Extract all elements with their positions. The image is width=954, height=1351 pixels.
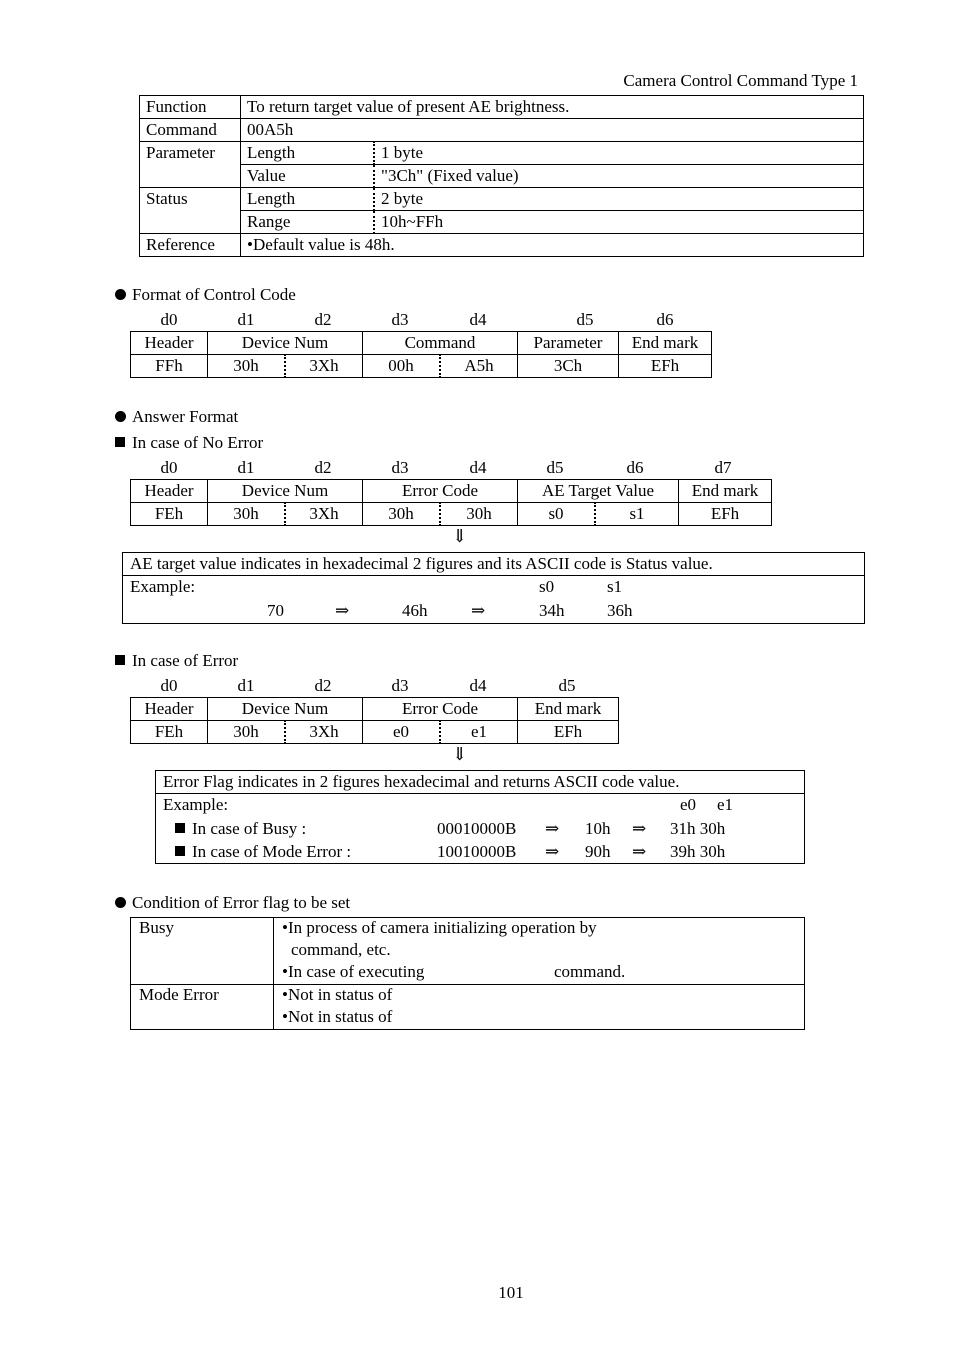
- value-cell: 3Xh: [285, 721, 363, 744]
- col-label: d6: [626, 458, 644, 477]
- ae-note-text: AE target value indicates in hexadecimal 2 figures and its ASCII code is Status value.: [123, 553, 864, 576]
- error-code-cell: Error Code: [363, 480, 518, 503]
- col-label: d4: [469, 310, 487, 329]
- end-mark-cell: End mark: [679, 480, 772, 503]
- example-ascii-b: 36h: [607, 601, 633, 620]
- no-error-heading: In case of No Error: [115, 433, 263, 453]
- value-cell: EFh: [679, 503, 772, 526]
- value-cell: 30h: [440, 503, 518, 526]
- function-value: To return target value of present AE brightness.: [241, 96, 864, 119]
- square-bullet-icon: [175, 823, 185, 833]
- error-heading: In case of Error: [115, 651, 238, 671]
- command-label: Command: [140, 119, 241, 142]
- value-cell: s0: [518, 503, 596, 526]
- command-spec-table: [139, 95, 864, 257]
- mode-error-binary: 10010000B: [437, 842, 517, 861]
- square-bullet-icon: [175, 846, 185, 856]
- bullet-icon: [115, 411, 126, 422]
- ae-target-cell: AE Target Value: [518, 480, 679, 503]
- mode-error-condition-label: Mode Error: [139, 985, 219, 1004]
- col-label: d4: [469, 676, 487, 695]
- error-code-cell: Error Code: [363, 698, 518, 721]
- value-cell: 30h: [208, 503, 286, 526]
- page-number: 101: [498, 1283, 524, 1302]
- busy-binary: 00010000B: [437, 819, 517, 838]
- col-label: d5: [558, 676, 576, 695]
- mode-error-hex: 90h: [585, 842, 611, 861]
- column-divider: [273, 918, 274, 1029]
- mode-error-condition-line: •Not in status of: [282, 1007, 393, 1026]
- running-header: Camera Control Command Type 1: [623, 71, 858, 90]
- header-cell: Header: [131, 480, 208, 503]
- value-cell: FFh: [131, 355, 208, 378]
- col-label: d1: [237, 458, 255, 477]
- col-label: d6: [656, 310, 674, 329]
- col-label: d2: [314, 310, 332, 329]
- busy-condition-line: command.: [554, 962, 626, 981]
- end-mark-cell: End mark: [518, 698, 619, 721]
- bullet-icon: [115, 897, 126, 908]
- status-label: Status: [140, 188, 241, 234]
- col-label: d1: [237, 676, 255, 695]
- value-cell: e1: [440, 721, 518, 744]
- status-range-label: Range: [241, 211, 375, 234]
- example-s0: s0: [539, 577, 555, 596]
- busy-example-label: In case of Busy :: [175, 819, 306, 839]
- param-value-label: Value: [241, 165, 375, 188]
- value-cell: s1: [595, 503, 679, 526]
- status-length-value: 2 byte: [374, 188, 864, 211]
- busy-condition-line: •In process of camera initializing operation by: [282, 918, 597, 937]
- status-range-value: 10h~FFh: [374, 211, 864, 234]
- col-label: d5: [576, 310, 594, 329]
- error-note-text: Error Flag indicates in 2 figures hexadecimal and returns ASCII code value.: [156, 771, 804, 794]
- mode-error-example-label: In case of Mode Error :: [175, 842, 351, 862]
- col-label: d5: [546, 458, 564, 477]
- value-cell: 3Xh: [285, 503, 363, 526]
- example-hex: 46h: [402, 601, 428, 620]
- command-cell: Command: [363, 332, 518, 355]
- param-length-value: 1 byte: [374, 142, 864, 165]
- busy-condition-line: •In case of executing: [282, 962, 425, 981]
- col-label: d2: [314, 458, 332, 477]
- example-label: Example:: [130, 577, 196, 596]
- col-label: d3: [391, 458, 409, 477]
- reference-value: •Default value is 48h.: [241, 234, 864, 257]
- example-decimal: 70: [267, 601, 284, 620]
- parameter-cell: Parameter: [518, 332, 619, 355]
- header-cell: Header: [131, 698, 208, 721]
- device-num-cell: Device Num: [208, 480, 363, 503]
- col-label: d0: [160, 310, 178, 329]
- condition-heading: Condition of Error flag to be set: [115, 893, 350, 913]
- parameter-label: Parameter: [140, 142, 241, 188]
- condition-table: [130, 917, 805, 1030]
- busy-hex: 10h: [585, 819, 611, 838]
- value-cell: 30h: [208, 355, 286, 378]
- down-arrow-icon: ⇓: [452, 744, 468, 764]
- square-bullet-icon: [115, 655, 125, 665]
- example-e1: e1: [717, 795, 734, 814]
- end-mark-cell: End mark: [619, 332, 712, 355]
- answer-no-error-table: [130, 479, 772, 526]
- right-arrow-icon: ⇒: [545, 842, 560, 861]
- bullet-icon: [115, 289, 126, 300]
- value-cell: A5h: [440, 355, 518, 378]
- row-divider: [131, 984, 804, 985]
- device-num-cell: Device Num: [208, 698, 363, 721]
- value-cell: 3Xh: [285, 355, 363, 378]
- square-bullet-icon: [115, 437, 125, 447]
- right-arrow-icon: ⇒: [632, 819, 647, 838]
- value-cell: e0: [363, 721, 441, 744]
- value-cell: 3Ch: [518, 355, 619, 378]
- col-label: d3: [391, 310, 409, 329]
- right-arrow-icon: ⇒: [471, 601, 486, 620]
- value-cell: 30h: [363, 503, 441, 526]
- example-e0: e0: [680, 795, 697, 814]
- mode-error-ascii: 39h 30h: [670, 842, 726, 861]
- value-cell: EFh: [619, 355, 712, 378]
- command-value: 00A5h: [241, 119, 864, 142]
- status-length-label: Length: [241, 188, 375, 211]
- value-cell: FEh: [131, 721, 208, 744]
- example-label: Example:: [163, 795, 229, 814]
- example-ascii-a: 34h: [539, 601, 565, 620]
- header-cell: Header: [131, 332, 208, 355]
- value-cell: 00h: [363, 355, 441, 378]
- ae-note-box: [122, 552, 865, 624]
- control-code-table: [130, 331, 712, 378]
- busy-ascii: 31h 30h: [670, 819, 726, 838]
- col-label: d3: [391, 676, 409, 695]
- col-label: d7: [714, 458, 732, 477]
- col-label: d4: [469, 458, 487, 477]
- col-label: d0: [160, 458, 178, 477]
- col-label: d2: [314, 676, 332, 695]
- down-arrow-icon: ⇓: [452, 526, 468, 546]
- example-s1: s1: [607, 577, 623, 596]
- busy-condition-line: command, etc.: [291, 940, 391, 959]
- answer-error-table: [130, 697, 619, 744]
- control-code-heading: Format of Control Code: [115, 285, 296, 305]
- right-arrow-icon: ⇒: [335, 601, 350, 620]
- answer-format-heading: Answer Format: [115, 407, 238, 427]
- value-cell: EFh: [518, 721, 619, 744]
- right-arrow-icon: ⇒: [545, 819, 560, 838]
- function-label: Function: [140, 96, 241, 119]
- value-cell: 30h: [208, 721, 286, 744]
- right-arrow-icon: ⇒: [632, 842, 647, 861]
- error-note-box: [155, 770, 805, 864]
- param-length-label: Length: [241, 142, 375, 165]
- col-label: d0: [160, 676, 178, 695]
- col-label: d1: [237, 310, 255, 329]
- device-num-cell: Device Num: [208, 332, 363, 355]
- param-value-value: "3Ch" (Fixed value): [374, 165, 864, 188]
- value-cell: FEh: [131, 503, 208, 526]
- mode-error-condition-line: •Not in status of: [282, 985, 393, 1004]
- busy-condition-label: Busy: [139, 918, 174, 937]
- reference-label: Reference: [140, 234, 241, 257]
